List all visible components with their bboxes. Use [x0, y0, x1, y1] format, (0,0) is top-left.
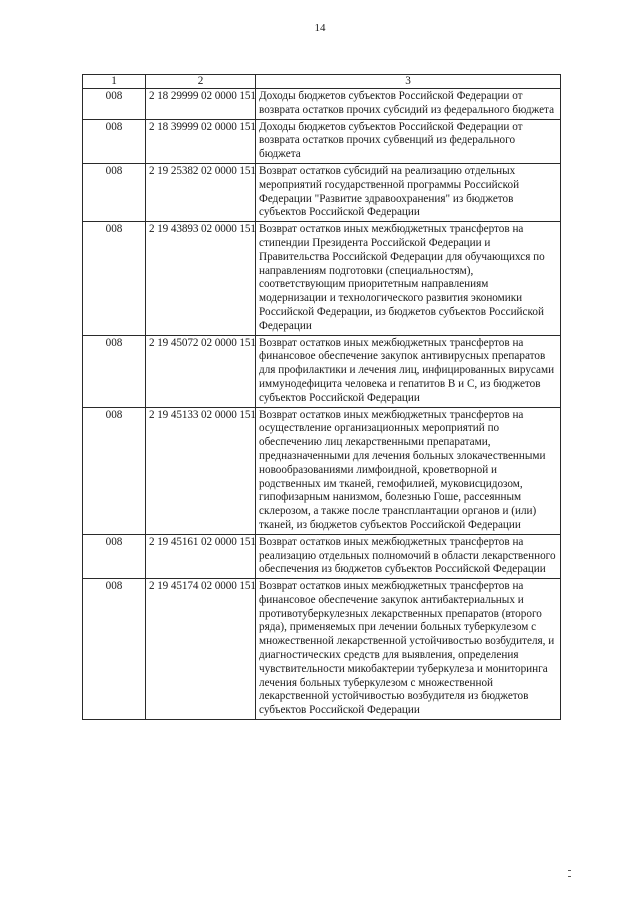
- scan-edge-mark: [568, 876, 571, 877]
- admin-code-cell: 008: [83, 119, 146, 163]
- revenue-code-cell: 2 18 29999 02 0000 151: [146, 89, 256, 120]
- revenue-code-cell: 2 19 45174 02 0000 151: [146, 579, 256, 720]
- table-header-row: [83, 75, 561, 89]
- admin-code-cell: 008: [83, 407, 146, 534]
- revenue-name-cell: Возврат остатков иных межбюджетных трансфертов на финансовое обеспечение закупок антивирусных препаратов для профилактики и лечения лиц, инфицированных вирусами иммунодефицита человека и гепатитов В и С, из бюджетов субъектов Российской Федерации: [256, 335, 561, 407]
- revenue-code-cell: 2 19 43893 02 0000 151: [146, 222, 256, 335]
- revenue-code-cell: 2 19 25382 02 0000 151: [146, 163, 256, 221]
- admin-code-cell: 008: [83, 222, 146, 335]
- admin-code-cell: 008: [83, 89, 146, 120]
- revenue-name-cell: Возврат остатков иных межбюджетных трансфертов на финансовое обеспечение закупок антибактериальных и противотуберкулезных лекарственных препаратов (второго ряда), применяемых при лечении больных туберкулезом с множественной лекарственной устойчивостью возбудителя, и диагностических средств для выявления, определения чувствительности микобактерии туберкулеза и мониторинга лечения больных туберкулезом с множественной лекарственной устойчивостью возбудителя из бюджетов субъектов Российской Федерации: [256, 579, 561, 720]
- table-row: [83, 407, 561, 534]
- column-header-2: 2: [146, 75, 256, 89]
- table-row: [83, 89, 561, 120]
- column-header-3: 3: [256, 75, 561, 89]
- column-header-1: 1: [83, 75, 146, 89]
- admin-code-cell: 008: [83, 335, 146, 407]
- revenue-name-cell: Возврат остатков иных межбюджетных трансфертов на стипендии Президента Российской Федерации и Правительства Российской Федерации для обучающихся по направлениям подготовки (специальностям), соответствующим приоритетным направлениям модернизации и технологического развития экономики Российской Федерации, из бюджетов субъектов Российской Федерации: [256, 222, 561, 335]
- revenue-code-cell: 2 19 45161 02 0000 151: [146, 534, 256, 578]
- table-row: [83, 335, 561, 407]
- revenue-name-cell: Возврат остатков субсидий на реализацию отдельных мероприятий государственной программы Российской Федерации "Развитие здравоохранения" из бюджетов субъектов Российской Федерации: [256, 163, 561, 221]
- admin-code-cell: 008: [83, 579, 146, 720]
- table-row: [83, 163, 561, 221]
- admin-code-cell: 008: [83, 534, 146, 578]
- revenue-code-cell: 2 19 45133 02 0000 151: [146, 407, 256, 534]
- budget-codes-table: [82, 74, 561, 720]
- table-row: [83, 222, 561, 335]
- revenue-name-cell: Доходы бюджетов субъектов Российской Федерации от возврата остатков прочих субвенций из федерального бюджета: [256, 119, 561, 163]
- revenue-code-cell: 2 19 45072 02 0000 151: [146, 335, 256, 407]
- revenue-code-cell: 2 18 39999 02 0000 151: [146, 119, 256, 163]
- page-number: 14: [314, 22, 326, 34]
- revenue-name-cell: Доходы бюджетов субъектов Российской Федерации от возврата остатков прочих субсидий из федерального бюджета: [256, 89, 561, 120]
- table-row: [83, 119, 561, 163]
- revenue-name-cell: Возврат остатков иных межбюджетных трансфертов на осуществление организационных мероприятий по обеспечению лиц лекарственными препаратами, предназначенными для лечения больных злокачественными новообразованиями лимфоидной, кроветворной и родственных им тканей, гемофилией, муковисцидозом, гипофизарным нанизмом, болезнью Гоше, рассеянным склерозом, а также после трансплантации органов и (или) тканей, из бюджетов субъектов Российской Федерации: [256, 407, 561, 534]
- revenue-name-cell: Возврат остатков иных межбюджетных трансфертов на реализацию отдельных полномочий в области лекарственного обеспечения из бюджетов субъектов Российской Федерации: [256, 534, 561, 578]
- table-row: [83, 579, 561, 720]
- table-row: [83, 534, 561, 578]
- admin-code-cell: 008: [83, 163, 146, 221]
- scan-edge-mark: [568, 870, 571, 871]
